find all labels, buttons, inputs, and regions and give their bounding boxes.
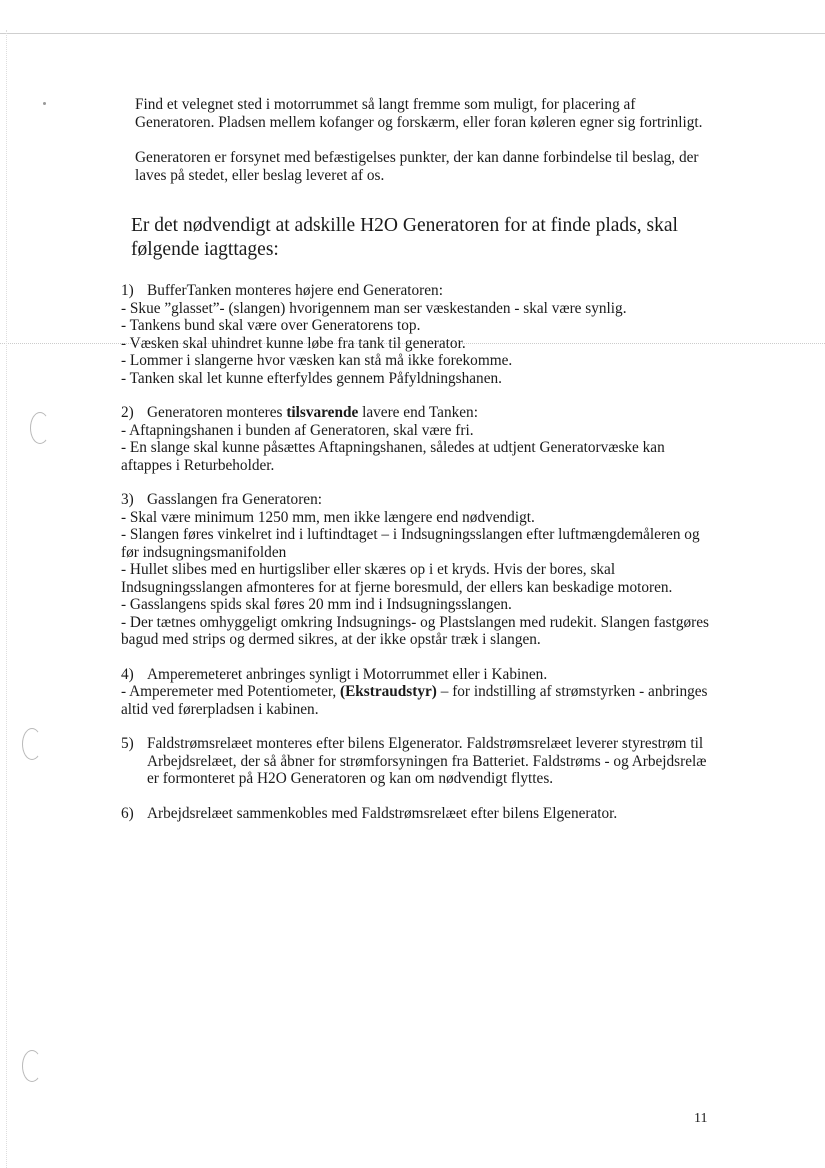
list-item: - Gasslangens spids skal føres 20 mm ind i Indsugningsslangen. bbox=[121, 596, 512, 613]
list-item: - Tanken skal let kunne efterfyldes gennem Påfyldningshanen. bbox=[121, 369, 502, 387]
section-title-text: Generatoren monteres tilsvarende lavere end Tanken: bbox=[147, 404, 478, 421]
list-item: - Skal være minimum 1250 mm, men ikke længere end nødvendigt. bbox=[121, 508, 535, 526]
section-number: 3) bbox=[121, 491, 134, 508]
emphasis-text: tilsvarende bbox=[286, 404, 359, 421]
section-title-text: BufferTanken monteres højere end Generatoren: bbox=[147, 282, 443, 299]
section-number: 1) bbox=[121, 282, 134, 299]
section-number: 6) bbox=[121, 804, 134, 822]
emphasis-text: (Ekstraudstyr) bbox=[340, 683, 437, 700]
section-2 bbox=[121, 404, 716, 474]
list-item: - Skue ”glasset”- (slangen) hvorigennem man ser væskestanden - skal være synlig. bbox=[121, 299, 627, 317]
section-text: Faldstrømsrelæet monteres efter bilens Elgenerator. Faldstrømsrelæet leverer styrestrøm til Arbejdsrelæet, der så åbner for strømforsyningen fra Batteriet. Faldstrøms - og Arbejdsrelæ er formonteret på H2O Generatoren og kan om nødvendigt flyttes. bbox=[147, 735, 707, 787]
scan-dot bbox=[43, 102, 46, 105]
punch-hole bbox=[22, 1050, 42, 1082]
section-number: 5) bbox=[121, 735, 134, 752]
section-5 bbox=[121, 735, 716, 788]
list-item: - Væsken skal uhindret kunne løbe fra tank til generator. bbox=[121, 334, 466, 352]
scan-edge-line bbox=[0, 33, 825, 34]
list-item: - En slange skal kunne påsættes Aftapningshanen, således at udtjent Generatorvæske kan aftappes i Returbeholder. bbox=[121, 439, 665, 474]
section-number: 2) bbox=[121, 404, 134, 421]
intro-paragraph: Generatoren er forsynet med befæstigelses punkter, der kan danne forbindelse til beslag, der laves på stedet, eller beslag leveret af os. bbox=[135, 149, 699, 184]
section-1 bbox=[121, 282, 716, 387]
punch-hole bbox=[30, 412, 50, 444]
list-item: - Aftapningshanen i bunden af Generatoren, skal være fri. bbox=[121, 421, 474, 439]
list-item: - Lommer i slangerne hvor væsken kan stå må ikke forekomme. bbox=[121, 352, 513, 369]
list-item: - Amperemeter med Potentiometer, (Ekstraudstyr) – for indstilling af strømstyrken - anbringes altid ved førerpladsen i kabinen. bbox=[121, 683, 708, 718]
section-title-text: Amperemeteret anbringes synligt i Motorrummet eller i Kabinen. bbox=[147, 665, 548, 683]
section-number: 4) bbox=[121, 665, 134, 683]
section-title bbox=[121, 491, 716, 509]
section-title bbox=[121, 282, 716, 300]
section-heading: Er det nødvendigt at adskille H2O Generatoren for at finde plads, skal følgende iagttages: bbox=[131, 215, 678, 260]
section-text: Arbejdsrelæet sammenkobles med Faldstrømsrelæet efter bilens Elgenerator. bbox=[147, 804, 618, 822]
section-title bbox=[121, 404, 716, 422]
intro-paragraph: Find et velegnet sted i motorrummet så langt fremme som muligt, for placering af Generatoren. Pladsen mellem kofanger og forskærm, eller foran køleren egner sig fortrinligt. bbox=[135, 96, 703, 131]
list-item: - Slangen føres vinkelret ind i luftindtaget – i Indsugningsslangen efter luftmængdemåleren og før indsugningsmanifolden bbox=[121, 526, 700, 561]
list-item: - Hullet slibes med en hurtigsliber eller skæres op i et kryds. Hvis der bores, skal Indsugningsslangen afmonteres for at fjerne boresmuld, der ellers kan beskadige motoren. bbox=[121, 561, 673, 596]
list-item: - Tankens bund skal være over Generatorens top. bbox=[121, 317, 421, 334]
punch-hole bbox=[22, 728, 42, 760]
page-number: 11 bbox=[694, 1111, 708, 1126]
section-title-text: Gasslangen fra Generatoren: bbox=[147, 491, 322, 508]
section-4 bbox=[121, 666, 716, 719]
list-item: - Der tætnes omhyggeligt omkring Indsugnings- og Plastslangen med rudekit. Slangen fastgøres bagud med strips og dermed sikres, at der ikke opstår træk i slangen. bbox=[121, 613, 709, 648]
section-6 bbox=[121, 805, 716, 823]
scan-margin-line bbox=[6, 30, 7, 1168]
page-content bbox=[121, 96, 716, 839]
section-3 bbox=[121, 491, 716, 649]
section-title bbox=[121, 666, 716, 684]
